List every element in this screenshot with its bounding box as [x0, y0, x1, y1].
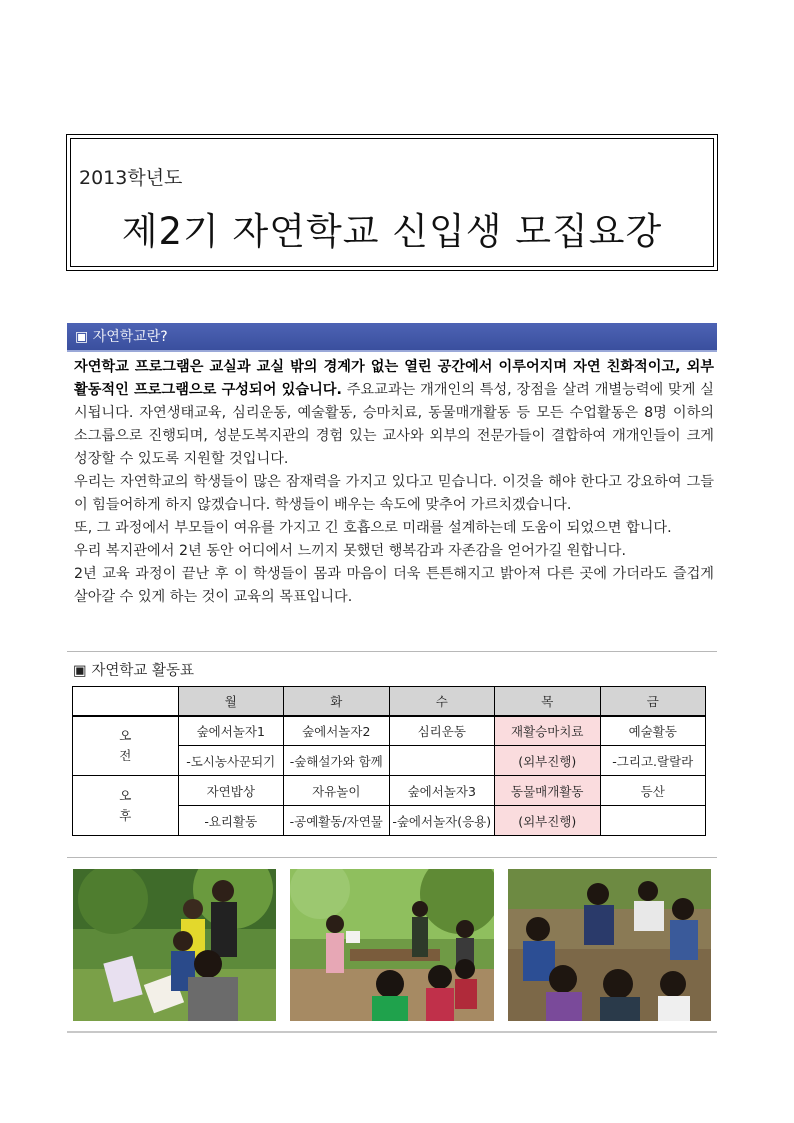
table-row: [73, 776, 706, 806]
table-cell: -공예활동/자연물: [284, 806, 390, 836]
table-cell: 심리운동: [389, 716, 495, 746]
table-cell: -도시농사꾼되기: [178, 746, 284, 776]
paragraph-2: 우리는 자연학교의 학생들이 많은 잠재력을 가지고 있다고 믿습니다. 이것을 해야 한다고 강요하여 그들이 힘들어하게 하지 않겠습니다. 학생들이 배우는 속도에 맞추어 가르치겠습니다.: [74, 474, 714, 513]
table-header-row: [73, 687, 706, 716]
table-cell: 자유놀이: [284, 776, 390, 806]
table-cell: 등산: [600, 776, 706, 806]
photo-students-painting: [73, 869, 276, 1021]
table-cell: 숲에서놀자3: [389, 776, 495, 806]
table-cell: 숲에서놀자2: [284, 716, 390, 746]
morning-label: 오 전: [73, 716, 179, 776]
title-inner-border: [70, 138, 714, 267]
afternoon-label: 오 후: [73, 776, 179, 836]
table-cell: (외부진행): [495, 746, 601, 776]
day-header: 화: [284, 687, 390, 716]
table-cell: [389, 746, 495, 776]
section-header-about: [67, 323, 717, 352]
intro-paragraph: [74, 356, 714, 471]
paragraph-4: 우리 복지관에서 2년 동안 어디에서 느끼지 못했던 행복감과 자존감을 얻어가길 원합니다.: [74, 543, 627, 559]
schedule-table: [72, 686, 706, 836]
about-body: [74, 356, 714, 609]
intro-bold-text: 자연학교 프로그램은 교실과 교실 밖의 경계가 없는 열린 공간에서 이루어지며 자연 친화적이고, 외부 활동적인 프로그램으로 구성되어 있습니다.: [74, 359, 714, 398]
table-cell: (외부진행): [495, 806, 601, 836]
schedule-label: [73, 659, 194, 680]
photo-forest-class: [290, 869, 494, 1021]
table-cell: -숲해설가와 함께: [284, 746, 390, 776]
title-box: [66, 134, 718, 271]
day-header: 수: [389, 687, 495, 716]
divider-middle: [67, 857, 717, 858]
table-cell: -숲에서놀자(응용): [389, 806, 495, 836]
table-cell: 자연밥상: [178, 776, 284, 806]
schedule-heading: 자연학교 활동표: [91, 663, 194, 679]
day-header: 월: [178, 687, 284, 716]
table-cell: [600, 806, 706, 836]
divider-top: [67, 651, 717, 652]
day-header: 목: [495, 687, 601, 716]
table-cell: 재활승마치료: [495, 716, 601, 746]
page-title: 제2기 자연학교 신입생 모집요강: [121, 210, 663, 253]
corner-cell: [73, 687, 179, 716]
table-cell: -그리고.랄랄라: [600, 746, 706, 776]
table-cell: 동물매개활동: [495, 776, 601, 806]
square-bullet-icon: ▣: [75, 329, 89, 345]
table-row: [73, 716, 706, 746]
table-cell: -요리활동: [178, 806, 284, 836]
divider-bottom: [67, 1031, 717, 1033]
table-cell: 예술활동: [600, 716, 706, 746]
section-heading: 자연학교란?: [92, 329, 168, 345]
day-header: 금: [600, 687, 706, 716]
paragraph-3: 또, 그 과정에서 부모들이 여유를 가지고 긴 호흡으로 미래를 설계하는데 도움이 되었으면 합니다.: [74, 520, 672, 536]
academic-year: 2013학년도: [79, 167, 183, 189]
square-bullet-icon: ▣: [73, 663, 87, 679]
intro-rest-text: 주요교과는 개개인의 특성, 장점을 살려 개별능력에 맞게 실시됩니다. 자연생태교육, 심리운동, 예술활동, 승마치료, 동물매개활동 등 모든 수업활동은 8명 이하의 소그룹으로 진행되며, 성분도복지관의 경험 있는 교사와 외부의 전문가들이 결합하여 개개인들이 크게 성장할 수 있도록 지원할 것입니다.: [74, 382, 715, 467]
paragraph-5: 2년 교육 과정이 끝난 후 이 학생들이 몸과 마음이 더욱 튼튼해지고 밝아져 다른 곳에 가더라도 즐겁게 살아갈 수 있게 하는 것이 교육의 목표입니다.: [74, 566, 714, 605]
table-cell: 숲에서놀자1: [178, 716, 284, 746]
photo-group-activity: [508, 869, 711, 1021]
